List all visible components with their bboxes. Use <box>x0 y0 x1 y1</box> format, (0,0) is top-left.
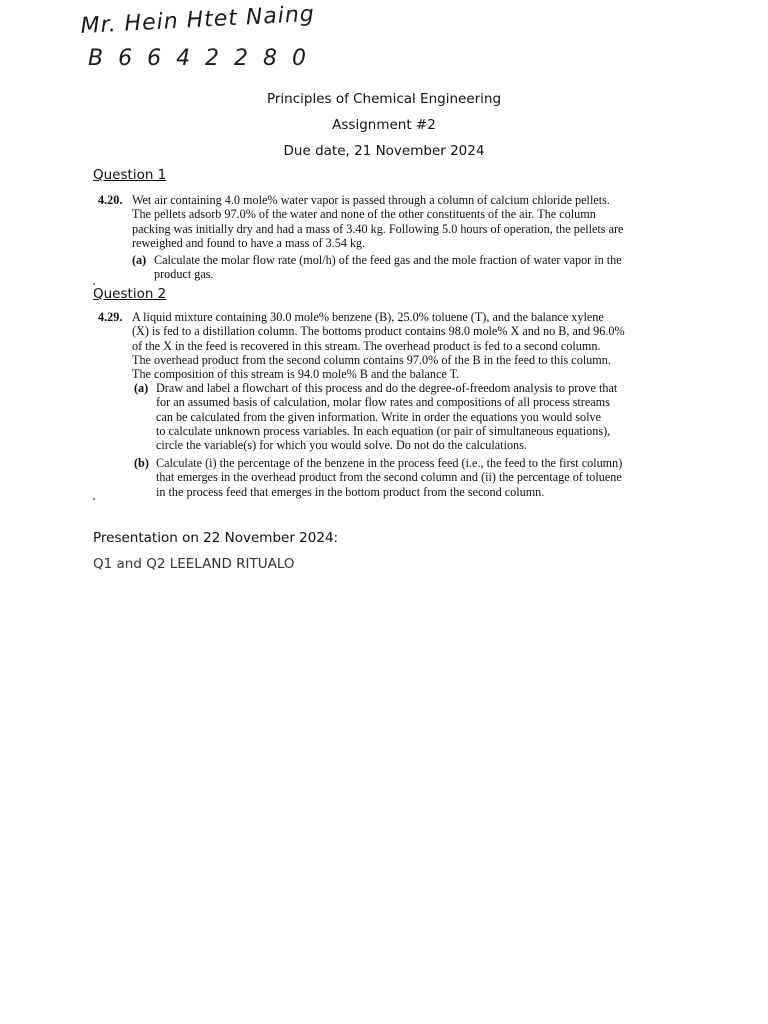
scan-speck <box>93 498 95 500</box>
q2-line: of the X in the feed is recovered in this stream. The overhead product is fed to a second column. <box>132 338 601 353</box>
q1-line: Wet air containing 4.0 mole% water vapor is passed through a column of calcium chloride pellets. <box>132 193 610 207</box>
question-2-heading: Question 2 <box>93 286 167 302</box>
q2-part-b-label: (b) <box>134 456 149 470</box>
assignment-title: Assignment #2 <box>332 117 436 133</box>
course-title: Principles of Chemical Engineering <box>266 91 502 107</box>
q1-line: reweighed and found to have a mass of 3.54 kg. <box>132 235 366 250</box>
presentation-assignee: Q1 and Q2 LEELAND RITUALO <box>93 556 295 572</box>
q2-line: (X) is fed to a distillation column. The bottoms product contains 98.0 mole% X and no B, and 96.0% <box>132 324 625 339</box>
q1-line: packing was initially dry and had a mass of 3.40 kg. Following 5.0 hours of operation, the pellets are <box>132 221 624 236</box>
question-1-heading: Question 1 <box>93 167 167 183</box>
q2-part-a-text <box>156 381 674 452</box>
due-date: Due date, 21 November 2024 <box>283 143 485 159</box>
scan-speck <box>93 283 95 285</box>
question-1-text <box>132 193 676 250</box>
problem-number-4-20: 4.20. <box>98 193 123 207</box>
handwritten-student-id: B 6 6 4 2 2 8 0 <box>88 46 311 71</box>
q2b-line: in the process feed that emerges in the bottom product from the second column. <box>156 484 545 499</box>
presentation-heading: Presentation on 22 November 2024: <box>93 530 339 546</box>
q2-line: The overhead product from the second column contains 97.0% of the B in the feed to this column. <box>132 352 611 367</box>
q1-line: The pellets adsorb 97.0% of the water and none of the other constituents of the air. The column <box>132 207 596 222</box>
q1a-line: Calculate the molar flow rate (mol/h) of the feed gas and the mole fraction of water vapor in the <box>154 253 622 267</box>
q2-part-a-label: (a) <box>134 381 149 395</box>
q2a-line: circle the variable(s) for which you would solve. Do not do the calculations. <box>156 438 527 453</box>
handwritten-name: Mr. Hein Htet Naing <box>80 1 316 39</box>
q2-line: A liquid mixture containing 30.0 mole% benzene (B), 25.0% toluene (T), and the balance xylene <box>132 310 604 324</box>
q1a-line: product gas. <box>154 267 214 282</box>
q2b-line: that emerges in the overhead product from the second column and (ii) the percentage of toluene <box>156 470 622 485</box>
problem-number-4-29: 4.29. <box>98 310 123 324</box>
q2a-line: can be calculated from the given information. Write in order the equations you would solve <box>156 409 602 424</box>
question-2-text <box>132 310 672 381</box>
q2-part-b-text <box>156 456 674 499</box>
q2-line: The composition of this stream is 94.0 mole% B and the balance T. <box>132 367 460 382</box>
q2a-line: to calculate unknown process variables. In each equation (or pair of simultaneous equations), <box>156 423 611 438</box>
q2a-line: for an assumed basis of calculation, molar flow rates and compositions of all process streams <box>156 395 610 410</box>
q2a-line: Draw and label a flowchart of this process and do the degree-of-freedom analysis to prove that <box>156 381 618 395</box>
q2b-line: Calculate (i) the percentage of the benzene in the process feed (i.e., the feed to the first column) <box>156 456 623 470</box>
q1-part-a-label: (a) <box>132 253 147 267</box>
q1-part-a-text <box>154 253 676 282</box>
